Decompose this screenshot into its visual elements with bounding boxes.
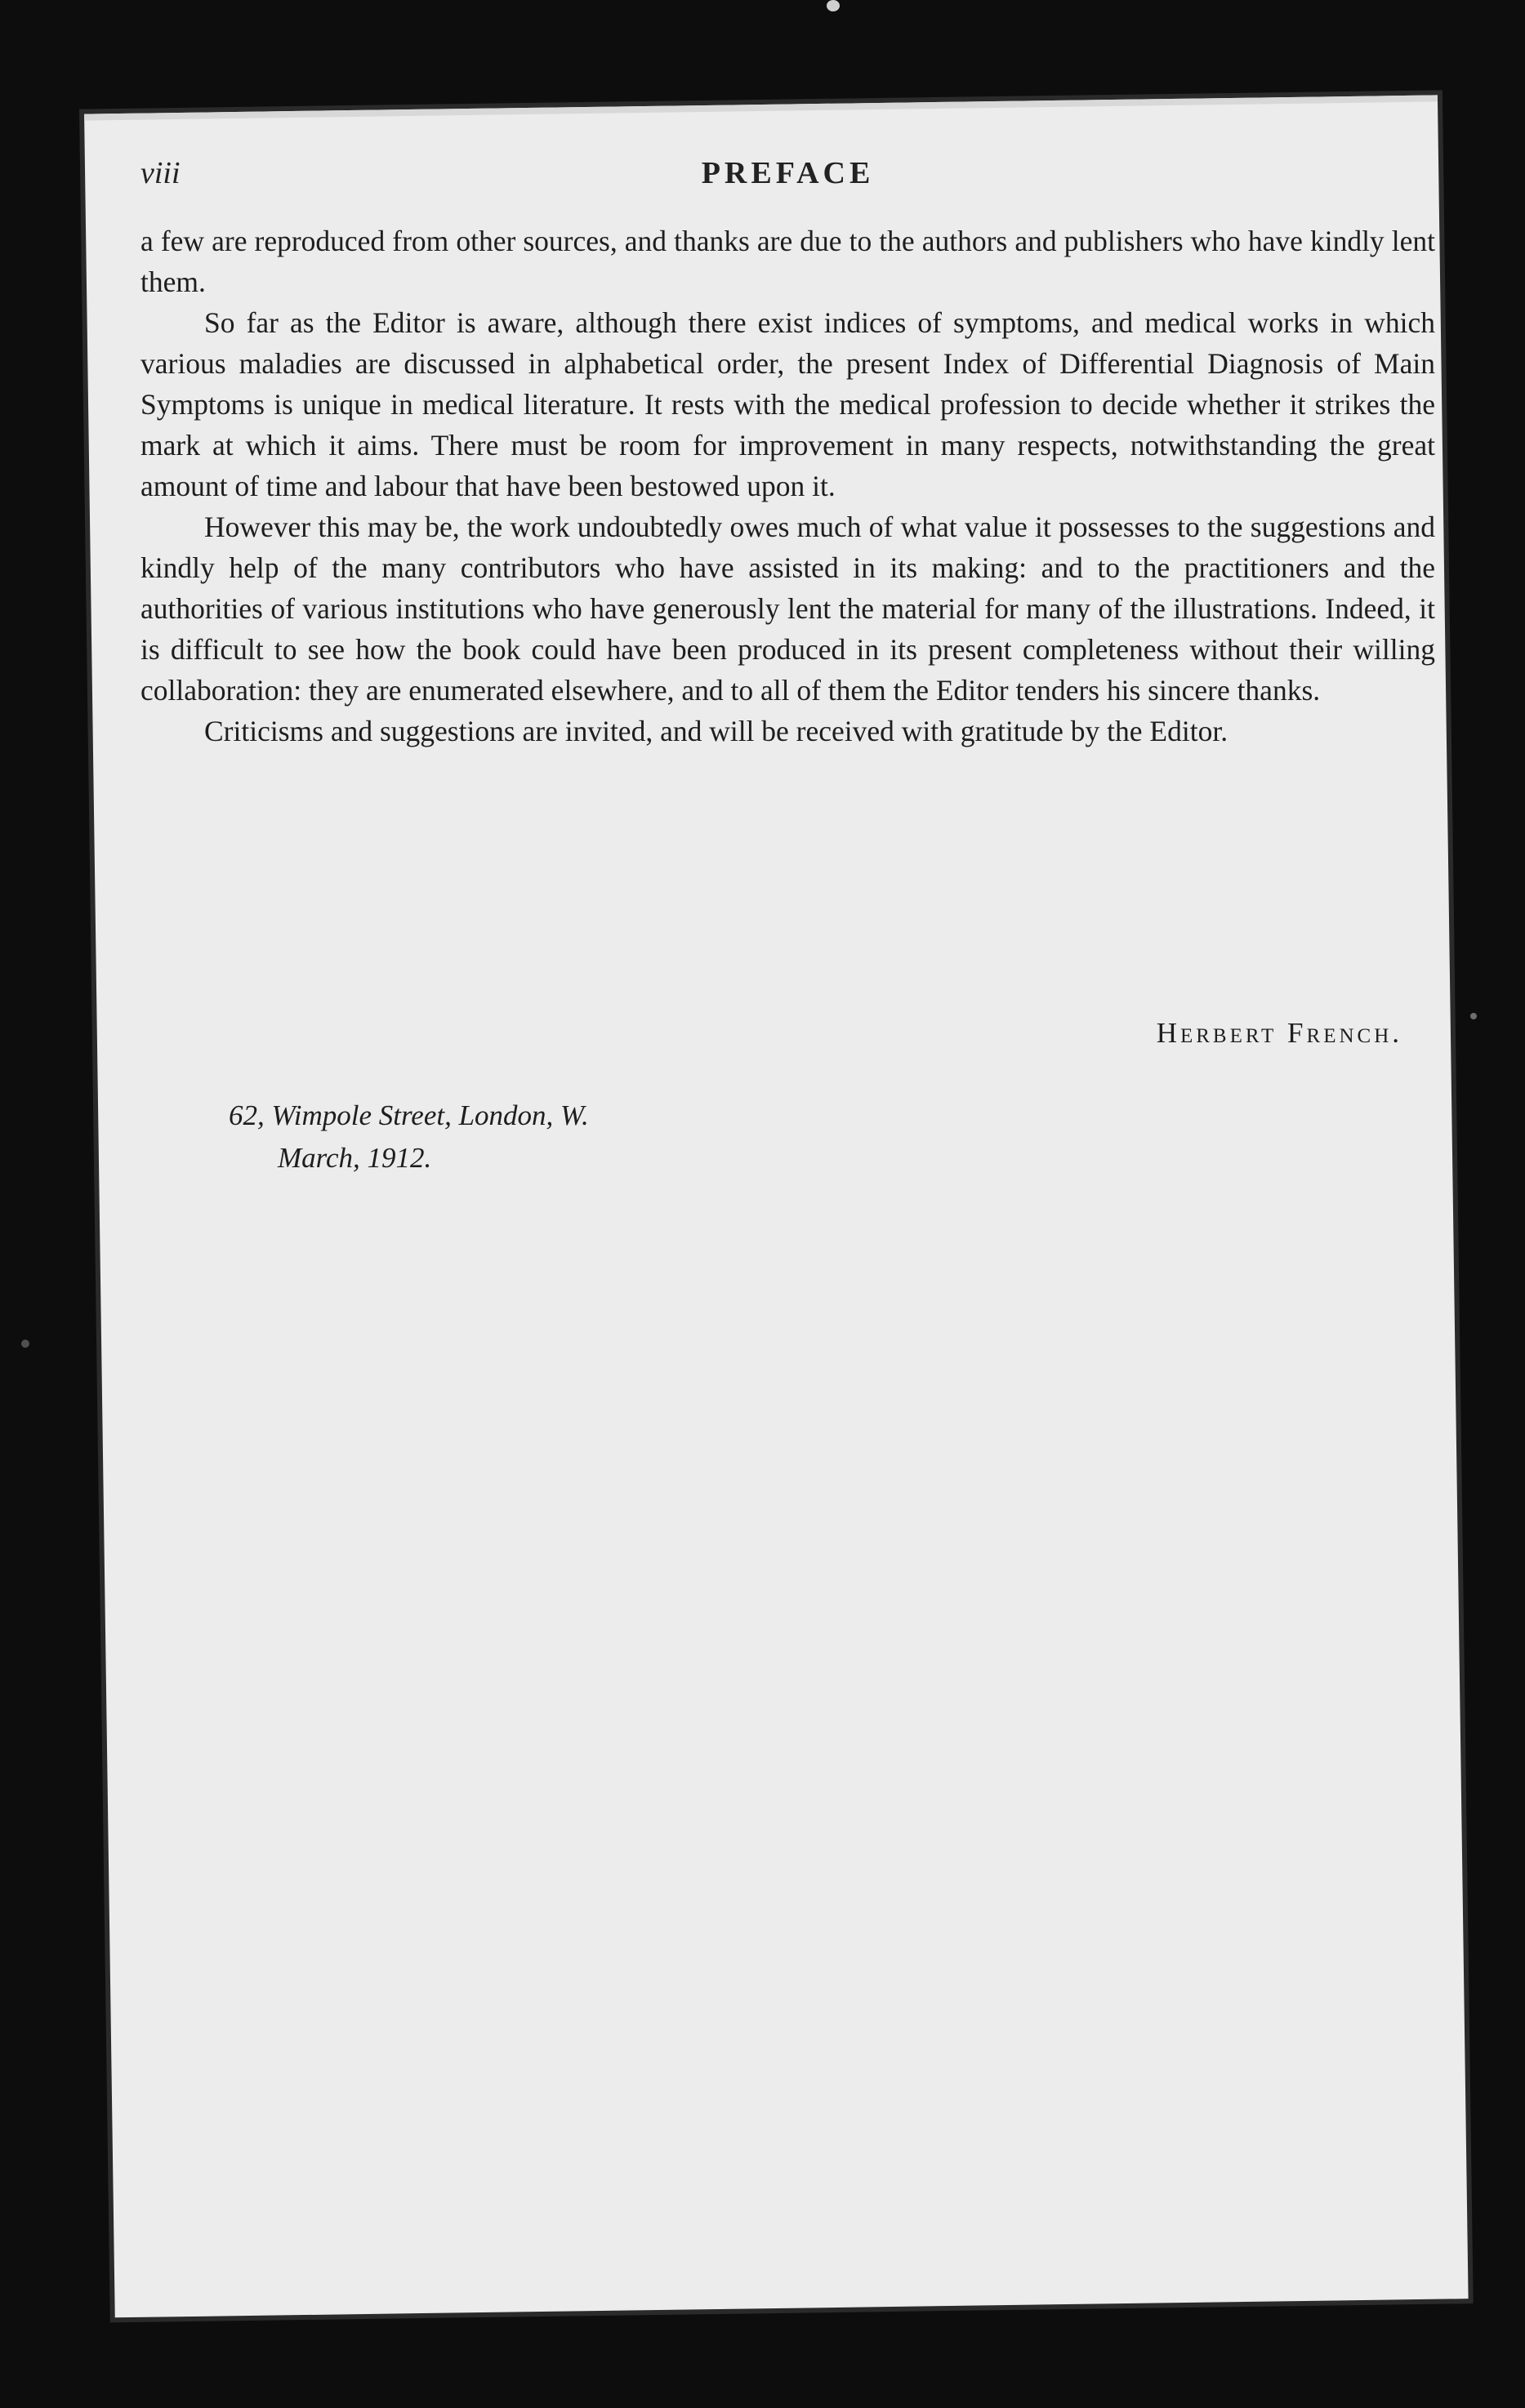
date-line: March, 1912. [278,1142,432,1174]
film-speck [827,0,840,11]
paragraph: So far as the Editor is aware, although there exist indices of symptoms, and medical works in which various maladies are discussed in alphabetical order, the present Index of Differential Diagnosis of Main Symptoms is unique in medical literature. It rests with the medical profession to decide whether it strikes the mark at which it aims. There must be room for improvement in many respects, notwithstanding the great amount of time and labour that have been bestowed upon it. [140,306,1435,502]
paragraph-continuation: a few are reproduced from other sources, and thanks are due to the authors and publishers who have kindly lent them. [140,225,1435,298]
page-header [140,155,1435,204]
author-signature: Herbert French. [1156,1017,1402,1049]
address-block [229,1095,589,1179]
page-top-edge [84,95,1438,120]
street-address: 62, Wimpole Street, London, W. [229,1099,589,1131]
film-speck [21,1340,29,1348]
running-head: PREFACE [701,156,875,190]
paragraph: Criticisms and suggestions are invited, and will be received with gratitude by the Editor. [204,715,1228,747]
film-speck [1470,1013,1477,1019]
preface-body [140,221,1435,751]
page-number: viii [140,156,181,190]
paragraph: However this may be, the work undoubtedly owes much of what value it possesses to the suggestions and kindly help of the many contributors who have assisted in its making: and to the practitioners and the authorities of various institutions who have generously lent the material for many of the illustrations. Indeed, it is difficult to see how the book could have been produced in its present completeness without their willing collaboration: they are enumerated elsewhere, and to all of them the Editor tenders his sincere thanks. [140,511,1435,707]
